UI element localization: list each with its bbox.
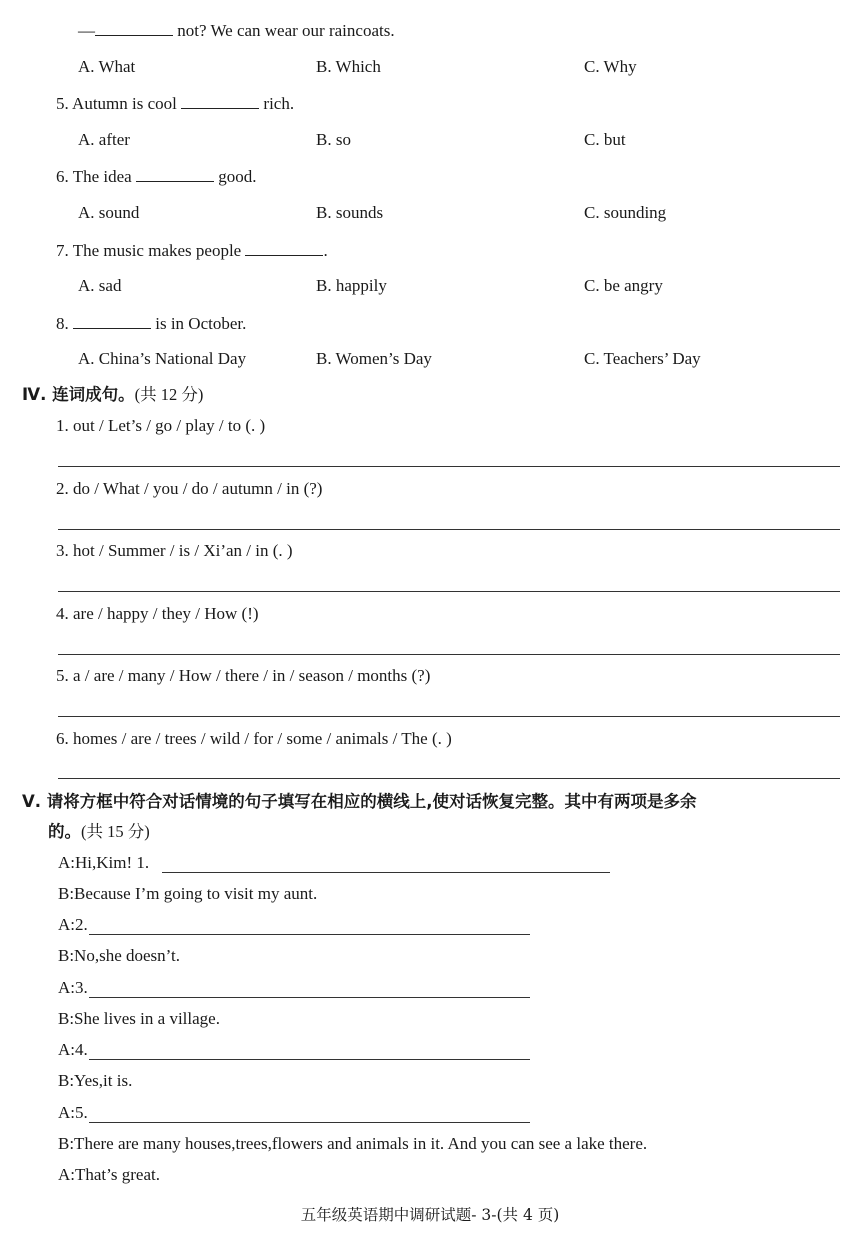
question-text: not? We can wear our raincoats.: [173, 21, 395, 40]
answer-line[interactable]: [89, 997, 530, 998]
question-text: —: [78, 21, 95, 40]
dialogue-text: A:Hi,Kim! 1.: [58, 853, 150, 872]
sentence-item-4: 4. are / happy / they / How (!): [56, 604, 259, 623]
option-c[interactable]: C. Teachers’ Day: [584, 349, 701, 368]
dialogue-line-1: [58, 852, 149, 874]
sentence-item-1: 1. out / Let’s / go / play / to (. ): [56, 416, 266, 435]
answer-line[interactable]: [89, 1059, 530, 1060]
dialogue-line-2: B:Because I’m going to visit my aunt.: [58, 884, 318, 903]
section-points: (共 15 分): [81, 822, 150, 841]
answer-line[interactable]: [58, 529, 840, 530]
section-5-heading-line2: [48, 821, 150, 843]
option-b[interactable]: B. Which: [316, 57, 381, 76]
dialogue-line-5: A:3.: [58, 978, 88, 997]
answer-line[interactable]: [58, 778, 840, 779]
option-c[interactable]: C. sounding: [584, 203, 667, 222]
question-text: 5. Autumn is cool: [56, 94, 182, 113]
option-a[interactable]: A. sound: [78, 203, 140, 222]
answer-blank[interactable]: [245, 239, 323, 256]
dialogue-line-3: A:2.: [58, 915, 88, 934]
question-8-stem: [56, 312, 246, 335]
sentence-item-2: 2. do / What / you / do / autumn / in (?): [56, 479, 323, 498]
answer-blank[interactable]: [181, 92, 259, 109]
answer-line[interactable]: [89, 934, 530, 935]
question-text: 8.: [56, 314, 73, 333]
question-text: is in October.: [151, 314, 247, 333]
dialogue-line-10: B:There are many houses,trees,flowers and animals in it. And you can see a lake there.: [58, 1134, 648, 1153]
option-c[interactable]: C. but: [584, 130, 626, 149]
dialogue-line-4: B:No,she doesn’t.: [58, 946, 180, 965]
answer-line[interactable]: [58, 466, 840, 467]
sentence-item-6: 6. homes / are / trees / wild / for / some / animals / The (. ): [56, 729, 452, 748]
answer-line[interactable]: [58, 591, 840, 592]
option-b[interactable]: B. sounds: [316, 203, 384, 222]
option-b[interactable]: B. Women’s Day: [316, 349, 432, 368]
option-a[interactable]: A. after: [78, 130, 130, 149]
option-b[interactable]: B. happily: [316, 276, 387, 295]
answer-line[interactable]: [58, 716, 840, 717]
question-text: 6. The idea: [56, 167, 136, 186]
answer-blank[interactable]: [136, 165, 214, 182]
sentence-item-3: 3. hot / Summer / is / Xi’an / in (. ): [56, 541, 293, 560]
section-title: Ⅳ. 连词成句。: [22, 385, 135, 404]
option-b[interactable]: B. so: [316, 130, 351, 149]
question-4-stem: [78, 19, 395, 42]
section-title: 的。: [48, 822, 81, 841]
option-a[interactable]: A. China’s National Day: [78, 349, 247, 368]
option-a[interactable]: A. What: [78, 57, 136, 76]
dialogue-line-11: A:That’s great.: [58, 1165, 160, 1184]
dialogue-line-7: A:4.: [58, 1040, 88, 1059]
dialogue-line-9: A:5.: [58, 1103, 88, 1122]
answer-line[interactable]: [58, 654, 840, 655]
section-points: (共 12 分): [134, 385, 204, 404]
option-a[interactable]: A. sad: [78, 276, 122, 295]
option-c[interactable]: C. Why: [584, 57, 637, 76]
option-c[interactable]: C. be angry: [584, 276, 663, 295]
dialogue-line-8: B:Yes,it is.: [58, 1071, 133, 1090]
answer-line[interactable]: [89, 1122, 530, 1123]
answer-blank[interactable]: [73, 312, 151, 329]
answer-blank[interactable]: [95, 19, 173, 36]
question-text: rich.: [259, 94, 295, 113]
section-4-heading: [22, 384, 203, 406]
page-footer: 五年级英语期中调研试题- 3-(共 4 页): [300, 1206, 560, 1224]
question-7-stem: [56, 239, 328, 262]
question-text: 7. The music makes people: [56, 241, 246, 260]
sentence-item-5: 5. a / are / many / How / there / in / season / months (?): [56, 666, 431, 685]
question-5-stem: [56, 92, 294, 115]
answer-line[interactable]: [162, 872, 610, 873]
question-text: good.: [213, 167, 257, 186]
section-5-heading-line1: Ⅴ. 请将方框中符合对话情境的句子填写在相应的横线上,使对话恢复完整。其中有两项是多余: [22, 792, 697, 811]
dialogue-line-6: B:She lives in a village.: [58, 1009, 220, 1028]
question-6-stem: [56, 165, 256, 188]
question-text: .: [323, 241, 328, 260]
